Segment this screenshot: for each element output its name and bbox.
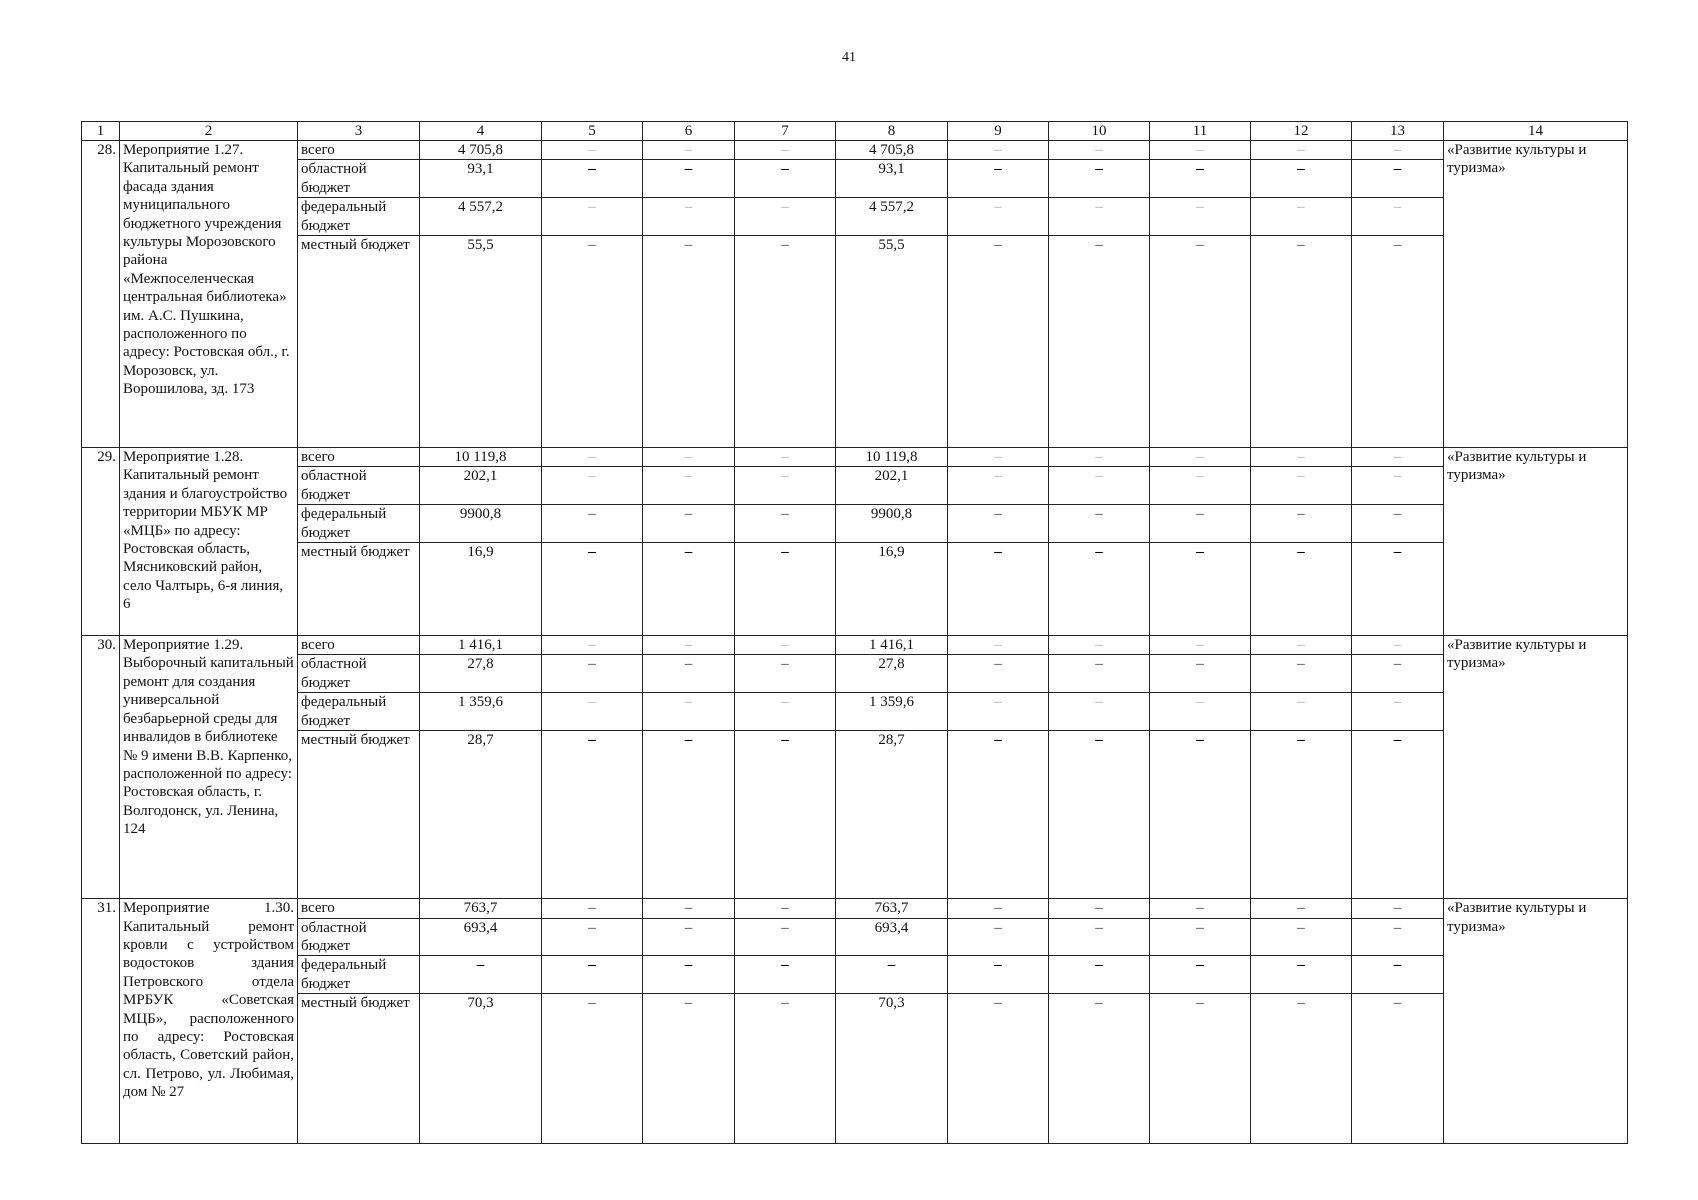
amount-cell: –	[1049, 731, 1150, 899]
table-row	[82, 448, 1628, 467]
program-name: «Развитие культуры и туризма»	[1444, 141, 1628, 448]
amount-cell: –	[735, 636, 836, 655]
amount-total: 10 119,8	[420, 448, 542, 467]
amount-cell: –	[643, 505, 735, 543]
funding-source: местный бюджет	[298, 543, 420, 636]
amount-cell: –	[1251, 994, 1352, 1144]
amount-cell: –	[542, 141, 643, 160]
amount-cell: –	[735, 956, 836, 994]
amount-cell: 763,7	[836, 899, 948, 918]
amount-cell: –	[1251, 236, 1352, 448]
amount-cell: 202,1	[836, 467, 948, 505]
amount-cell: –	[542, 543, 643, 636]
amount-cell: –	[542, 956, 643, 994]
amount-cell: –	[1352, 160, 1444, 198]
column-header: 4	[420, 122, 542, 141]
amount-cell: –	[542, 505, 643, 543]
amount-cell: –	[1049, 141, 1150, 160]
amount-cell: –	[1150, 956, 1251, 994]
amount-total: 93,1	[420, 160, 542, 198]
amount-cell: 9900,8	[836, 505, 948, 543]
amount-cell: –	[643, 236, 735, 448]
table-row	[82, 918, 1628, 956]
row-number: 29.	[82, 448, 120, 636]
amount-cell: –	[643, 141, 735, 160]
amount-cell: –	[643, 731, 735, 899]
funding-source: местный бюджет	[298, 236, 420, 448]
amount-cell: 55,5	[836, 236, 948, 448]
amount-cell: –	[1352, 198, 1444, 236]
amount-cell: –	[1150, 899, 1251, 918]
table-row	[82, 467, 1628, 505]
page-number: 41	[842, 50, 856, 65]
column-header: 7	[735, 122, 836, 141]
amount-cell: –	[948, 956, 1049, 994]
amount-cell: –	[948, 236, 1049, 448]
funding-source: областной бюджет	[298, 655, 420, 693]
amount-cell: –	[1352, 956, 1444, 994]
amount-cell: –	[948, 505, 1049, 543]
funding-source: всего	[298, 636, 420, 655]
column-header: 5	[542, 122, 643, 141]
amount-total: –	[420, 956, 542, 994]
amount-cell: –	[1049, 693, 1150, 731]
amount-cell: –	[1150, 141, 1251, 160]
column-header: 10	[1049, 122, 1150, 141]
amount-total: 27,8	[420, 655, 542, 693]
column-header: 2	[120, 122, 298, 141]
funding-source: местный бюджет	[298, 994, 420, 1144]
amount-cell: –	[836, 956, 948, 994]
amount-cell: 693,4	[836, 918, 948, 956]
amount-cell: –	[1150, 505, 1251, 543]
table-row	[82, 693, 1628, 731]
table-row	[82, 505, 1628, 543]
activity-name: Мероприятие 1.27. Капитальный ремонт фасада здания муниципального бюджетного учреждения культуры Морозовского района «Межпоселенческая центральная библиотека» им. А.С. Пушкина, расположенного по адресу: Ростовская обл., г. Морозовск, ул. Ворошилова, зд. 173	[120, 141, 298, 448]
amount-cell: –	[1251, 448, 1352, 467]
amount-cell: –	[1150, 448, 1251, 467]
amount-cell: –	[1251, 956, 1352, 994]
activity-name: Мероприятие 1.28. Капитальный ремонт здания и благоустройство территории МБУК МР «МЦБ» по адресу: Ростовская область, Мясниковский район, село Чалтырь, 6-я линия, 6	[120, 448, 298, 636]
amount-cell: –	[1150, 198, 1251, 236]
amount-cell: –	[1049, 956, 1150, 994]
amount-cell: –	[735, 236, 836, 448]
amount-cell: 16,9	[836, 543, 948, 636]
amount-total: 763,7	[420, 899, 542, 918]
row-number: 30.	[82, 636, 120, 899]
amount-cell: 4 705,8	[836, 141, 948, 160]
amount-cell: –	[1352, 994, 1444, 1144]
amount-cell: –	[1150, 655, 1251, 693]
amount-cell: –	[643, 160, 735, 198]
amount-cell: –	[643, 543, 735, 636]
activity-name: Мероприятие 1.29. Выборочный капитальный ремонт для создания универсальной безбарьерной среды для инвалидов в библиотеке № 9 имени В.В. Карпенко, расположенной по адресу: Ростовская область, г. Волгодонск, ул. Ленина, 124	[120, 636, 298, 899]
amount-cell: –	[1049, 994, 1150, 1144]
amount-total: 4 557,2	[420, 198, 542, 236]
amount-cell: –	[1251, 731, 1352, 899]
amount-cell: –	[542, 731, 643, 899]
amount-cell: –	[735, 543, 836, 636]
row-number: 28.	[82, 141, 120, 448]
amount-cell: –	[1049, 505, 1150, 543]
amount-cell: –	[643, 198, 735, 236]
amount-cell: –	[1251, 636, 1352, 655]
amount-total: 70,3	[420, 994, 542, 1144]
amount-cell: –	[643, 956, 735, 994]
amount-cell: –	[1251, 198, 1352, 236]
amount-cell: –	[1150, 994, 1251, 1144]
amount-cell: –	[948, 636, 1049, 655]
funding-source: федеральный бюджет	[298, 956, 420, 994]
amount-cell: –	[735, 505, 836, 543]
amount-cell: –	[1049, 543, 1150, 636]
amount-cell: 1 416,1	[836, 636, 948, 655]
amount-cell: –	[542, 655, 643, 693]
amount-cell: –	[1251, 141, 1352, 160]
amount-cell: –	[542, 198, 643, 236]
amount-cell: –	[643, 994, 735, 1144]
amount-cell: –	[1352, 141, 1444, 160]
amount-cell: –	[1049, 899, 1150, 918]
table-row	[82, 899, 1628, 918]
amount-cell: –	[542, 918, 643, 956]
amount-cell: –	[1352, 505, 1444, 543]
amount-cell: –	[542, 160, 643, 198]
funding-source: всего	[298, 141, 420, 160]
column-header: 6	[643, 122, 735, 141]
amount-cell: –	[1352, 918, 1444, 956]
amount-cell: –	[735, 693, 836, 731]
funding-source: областной бюджет	[298, 467, 420, 505]
amount-cell: –	[643, 448, 735, 467]
amount-cell: –	[643, 918, 735, 956]
table-row	[82, 636, 1628, 655]
funding-source: федеральный бюджет	[298, 693, 420, 731]
program-name: «Развитие культуры и туризма»	[1444, 448, 1628, 636]
amount-cell: –	[1352, 693, 1444, 731]
amount-cell: –	[735, 160, 836, 198]
amount-cell: –	[1251, 160, 1352, 198]
amount-cell: –	[948, 198, 1049, 236]
table-row	[82, 731, 1628, 899]
amount-cell: 10 119,8	[836, 448, 948, 467]
amount-cell: –	[643, 693, 735, 731]
amount-cell: –	[1049, 448, 1150, 467]
funding-source: всего	[298, 448, 420, 467]
amount-cell: –	[542, 693, 643, 731]
row-number: 31.	[82, 899, 120, 1144]
amount-cell: –	[948, 543, 1049, 636]
amount-cell: 1 359,6	[836, 693, 948, 731]
amount-cell: –	[1251, 467, 1352, 505]
table-row	[82, 160, 1628, 198]
amount-cell: –	[1049, 467, 1150, 505]
amount-cell: –	[542, 899, 643, 918]
column-header: 9	[948, 122, 1049, 141]
amount-cell: –	[643, 636, 735, 655]
funding-source: всего	[298, 899, 420, 918]
amount-cell: –	[948, 448, 1049, 467]
amount-cell: –	[1150, 543, 1251, 636]
amount-cell: –	[735, 994, 836, 1144]
column-header: 12	[1251, 122, 1352, 141]
amount-cell: –	[1352, 731, 1444, 899]
funding-source: областной бюджет	[298, 160, 420, 198]
amount-cell: –	[1049, 636, 1150, 655]
amount-cell: –	[1352, 448, 1444, 467]
table-row	[82, 655, 1628, 693]
amount-cell: 93,1	[836, 160, 948, 198]
table-row	[82, 994, 1628, 1144]
amount-cell: –	[735, 467, 836, 505]
amount-total: 693,4	[420, 918, 542, 956]
amount-cell: –	[948, 994, 1049, 1144]
amount-cell: –	[1251, 505, 1352, 543]
amount-cell: –	[948, 918, 1049, 956]
amount-cell: –	[1352, 899, 1444, 918]
amount-total: 28,7	[420, 731, 542, 899]
program-name: «Развитие культуры и туризма»	[1444, 899, 1628, 1144]
amount-cell: –	[1251, 899, 1352, 918]
amount-total: 16,9	[420, 543, 542, 636]
amount-cell: 27,8	[836, 655, 948, 693]
amount-cell: –	[735, 918, 836, 956]
column-header: 14	[1444, 122, 1628, 141]
amount-cell: –	[643, 467, 735, 505]
table-row	[82, 543, 1628, 636]
amount-cell: –	[948, 467, 1049, 505]
column-header: 11	[1150, 122, 1251, 141]
amount-cell: –	[643, 655, 735, 693]
amount-cell: 28,7	[836, 731, 948, 899]
amount-cell: –	[1150, 693, 1251, 731]
amount-cell: –	[1150, 236, 1251, 448]
amount-cell: –	[1150, 160, 1251, 198]
amount-cell: –	[542, 994, 643, 1144]
funding-source: федеральный бюджет	[298, 198, 420, 236]
table-row	[82, 198, 1628, 236]
amount-cell: –	[1251, 693, 1352, 731]
amount-cell: –	[948, 899, 1049, 918]
column-header: 13	[1352, 122, 1444, 141]
funding-source: областной бюджет	[298, 918, 420, 956]
amount-cell: –	[948, 693, 1049, 731]
amount-cell: –	[948, 731, 1049, 899]
amount-cell: –	[1049, 236, 1150, 448]
amount-cell: –	[735, 899, 836, 918]
amount-cell: –	[1251, 918, 1352, 956]
amount-cell: –	[1352, 655, 1444, 693]
amount-cell: –	[643, 899, 735, 918]
amount-cell: –	[1352, 636, 1444, 655]
budget-table	[81, 121, 1628, 1144]
amount-cell: –	[1049, 918, 1150, 956]
activity-name: Мероприятие 1.30. Капитальный ремонт кровли с устройством водостоков здания Петровского отдела МРБУК «Советская МЦБ», расположенного по адресу: Ростовская область, Советский район, сл. Петрово, ул. Любимая, дом № 27	[120, 899, 298, 1144]
amount-cell: –	[1251, 543, 1352, 636]
amount-cell: –	[1352, 543, 1444, 636]
amount-cell: –	[948, 160, 1049, 198]
amount-cell: –	[948, 141, 1049, 160]
funding-source: федеральный бюджет	[298, 505, 420, 543]
table-row	[82, 236, 1628, 448]
amount-cell: –	[1150, 918, 1251, 956]
column-number-row	[82, 122, 1628, 141]
amount-cell: –	[542, 236, 643, 448]
amount-cell: –	[948, 655, 1049, 693]
amount-cell: –	[1150, 636, 1251, 655]
amount-cell: –	[542, 448, 643, 467]
table-row	[82, 956, 1628, 994]
amount-cell: –	[1049, 198, 1150, 236]
amount-cell: 4 557,2	[836, 198, 948, 236]
amount-cell: –	[1352, 236, 1444, 448]
amount-cell: 70,3	[836, 994, 948, 1144]
amount-cell: –	[542, 636, 643, 655]
amount-cell: –	[1251, 655, 1352, 693]
amount-cell: –	[735, 448, 836, 467]
amount-cell: –	[735, 655, 836, 693]
amount-total: 1 359,6	[420, 693, 542, 731]
amount-cell: –	[542, 467, 643, 505]
amount-cell: –	[1352, 467, 1444, 505]
table-row	[82, 141, 1628, 160]
column-header: 1	[82, 122, 120, 141]
column-header: 3	[298, 122, 420, 141]
funding-source: местный бюджет	[298, 731, 420, 899]
column-header: 8	[836, 122, 948, 141]
amount-cell: –	[735, 731, 836, 899]
amount-cell: –	[1049, 655, 1150, 693]
amount-total: 9900,8	[420, 505, 542, 543]
amount-cell: –	[1150, 467, 1251, 505]
amount-total: 202,1	[420, 467, 542, 505]
amount-cell: –	[1150, 731, 1251, 899]
amount-total: 4 705,8	[420, 141, 542, 160]
amount-cell: –	[735, 141, 836, 160]
amount-cell: –	[735, 198, 836, 236]
program-name: «Развитие культуры и туризма»	[1444, 636, 1628, 899]
amount-total: 1 416,1	[420, 636, 542, 655]
amount-total: 55,5	[420, 236, 542, 448]
amount-cell: –	[1049, 160, 1150, 198]
